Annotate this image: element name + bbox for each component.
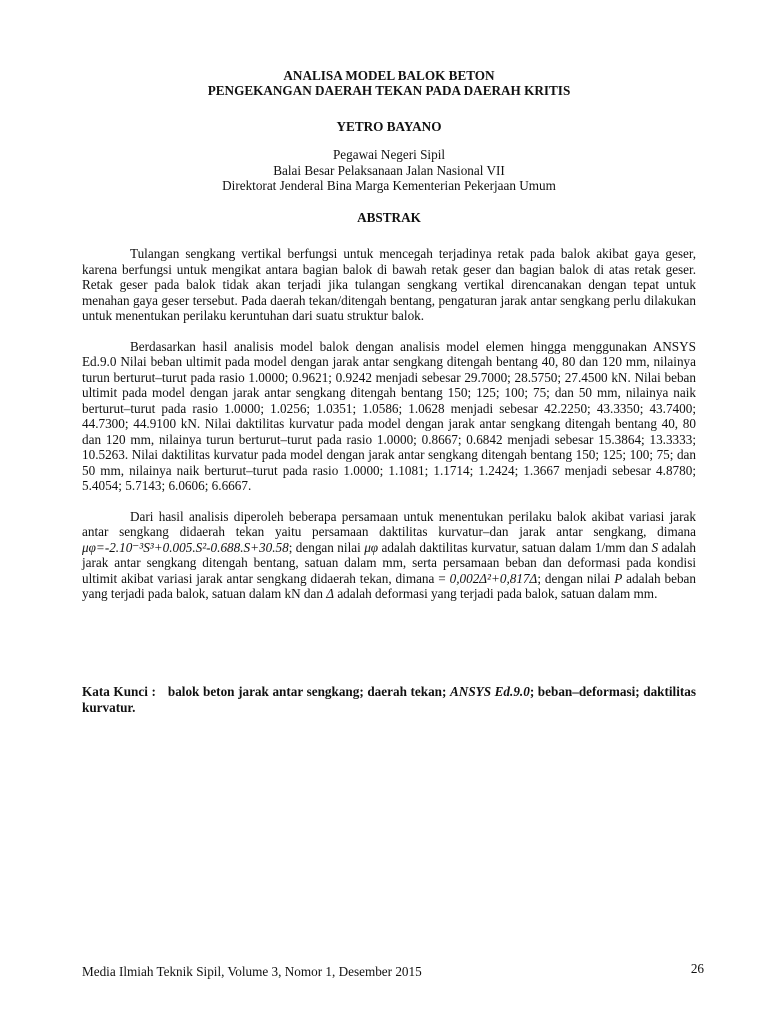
ductility-equation: μφ=-2.10⁻³S³+0.005.S²-0.688.S+30.58 — [82, 539, 289, 555]
delta-variable: Δ — [326, 586, 335, 601]
keywords-text-2: ; beban–deformasi; daktilitas kurvatur. — [82, 684, 696, 715]
paragraph-3-text-7: adalah deformasi yang terjadi pada balok, satuan dalam mm. — [334, 586, 658, 601]
p-variable: P — [614, 570, 623, 586]
abstract-heading: ABSTRAK — [357, 209, 421, 225]
paragraph-3-text-5: ; dengan nilai — [537, 570, 615, 586]
keywords-software: ANSYS Ed.9.0 — [450, 684, 530, 699]
paragraph-3-text-4: adalah jarak antar sengkang ditengah bentang, satuan dalam mm, serta persamaan beban dan deformasi pada kondisi ultimit akibat variasi jarak antar sengkang didaerah tekan, dimana = — [82, 539, 696, 586]
affiliation-line-3: Direktorat Jenderal Bina Marga Kementerian Pekerjaan Umum — [222, 178, 556, 193]
affiliation-line-1: Pegawai Negeri Sipil — [332, 147, 446, 162]
keywords-label: Kata Kunci : — [82, 684, 156, 699]
keywords-text-1: balok beton jarak antar sengkang; daerah tekan; — [167, 684, 450, 699]
title-line-1: ANALISA MODEL BALOK BETON — [283, 68, 495, 83]
s-variable: S — [651, 539, 659, 555]
abstract-paragraph-1: Tulangan sengkang vertikal berfungsi untuk mencegah terjadinya retak pada balok akibat gaya geser, karena berfungsi untuk mengikat antara bagian balok di bawah retak geser dan bagian balok di atas retak geser. Retak geser pada balok tidak akan terjadi jika tulangan sengkang vertikal direncanakan dengan tepat untuk menahan gaya geser tersebut. Pada daerah tekan/ditengah bentang, pengaturan jarak antar sengkang perlu dilakukan untuk menentukan perilaku keruntuhan dari suatu struktur balok. — [82, 246, 696, 323]
affiliation-line-2: Balai Besar Pelaksanaan Jalan Nasional VII — [273, 162, 505, 178]
page-number: 26 — [690, 961, 704, 976]
title-line-2: PENGEKANGAN DAERAH TEKAN PADA DAERAH KRITIS — [207, 83, 571, 98]
paragraph-3-text-1: Dari hasil analisis diperoleh beberapa persamaan untuk menentukan perilaku balok akibat variasi jarak antar sengkang didaerah tekan yaitu persamaan daktilitas kurvatur–dan jarak antar sengkang, dimana — [82, 508, 696, 539]
paragraph-3-text-6: adalah beban yang terjadi pada balok, satuan dalam kN dan — [82, 570, 696, 601]
paper-header — [82, 68, 696, 225]
keywords-block — [82, 684, 696, 716]
mu-phi-symbol: μφ — [364, 539, 379, 555]
footer-journal: Media Ilmiah Teknik Sipil, Volume 3, Nomor 1, Desember 2015 — [82, 964, 422, 979]
paragraph-3-text-2: ; dengan nilai — [288, 539, 365, 555]
abstract-paragraph-3 — [82, 509, 696, 602]
author-name: YETRO BAYANO — [336, 119, 442, 134]
abstract-paragraph-2: Berdasarkan hasil analisis model balok dengan analisis model elemen hingga menggunakan ANSYS Ed.9.0 Nilai beban ultimit pada model dengan jarak antar sengkang ditengah bentang 40, 80 dan 120 mm, nilainya turun berturut–turut pada rasio 1.0000; 0.9621; 0.9242 menjadi sebesar 29.7000; 28.5750; 27.4500 kN. Nilai beban ultimit pada model dengan jarak antar sengkang ditengah bentang 150; 125; 100; 75; dan 50 mm, nilainya naik berturut–turut pada rasio 1.0000; 1.0256; 1.0351; 1.0586; 1.0628 menjadi sebesar 42.2250; 43.3350; 43.7400; 44.7300; 44.9100 kN. Nilai daktilitas kurvatur pada model dengan jarak antar sengkang ditengah bentang 40, 80 dan 120 mm, nilainya turun berturut–turut pada rasio 1.0000; 0.8667; 0.6842 menjadi sebesar 15.3864; 13.3333; 10.5263. Nilai daktilitas kurvatur pada model dengan jarak antar sengkang ditengah bentang 150; 125; 100; 75; dan 50 mm, nilainya naik berturut–turut pada rasio 1.0000; 1.1081; 1.1714; 1.2424; 1.3667 menjadi sebesar 4.8780; 5.4054; 5.7143; 6.0606; 6.6667. — [82, 338, 696, 493]
affiliation-block — [82, 147, 696, 194]
abstract-body — [82, 246, 696, 617]
load-deformation-equation: 0,002Δ²+0,817Δ — [449, 570, 538, 586]
paragraph-3-text-3: adalah daktilitas kurvatur, satuan dalam 1/mm dan — [378, 539, 652, 555]
